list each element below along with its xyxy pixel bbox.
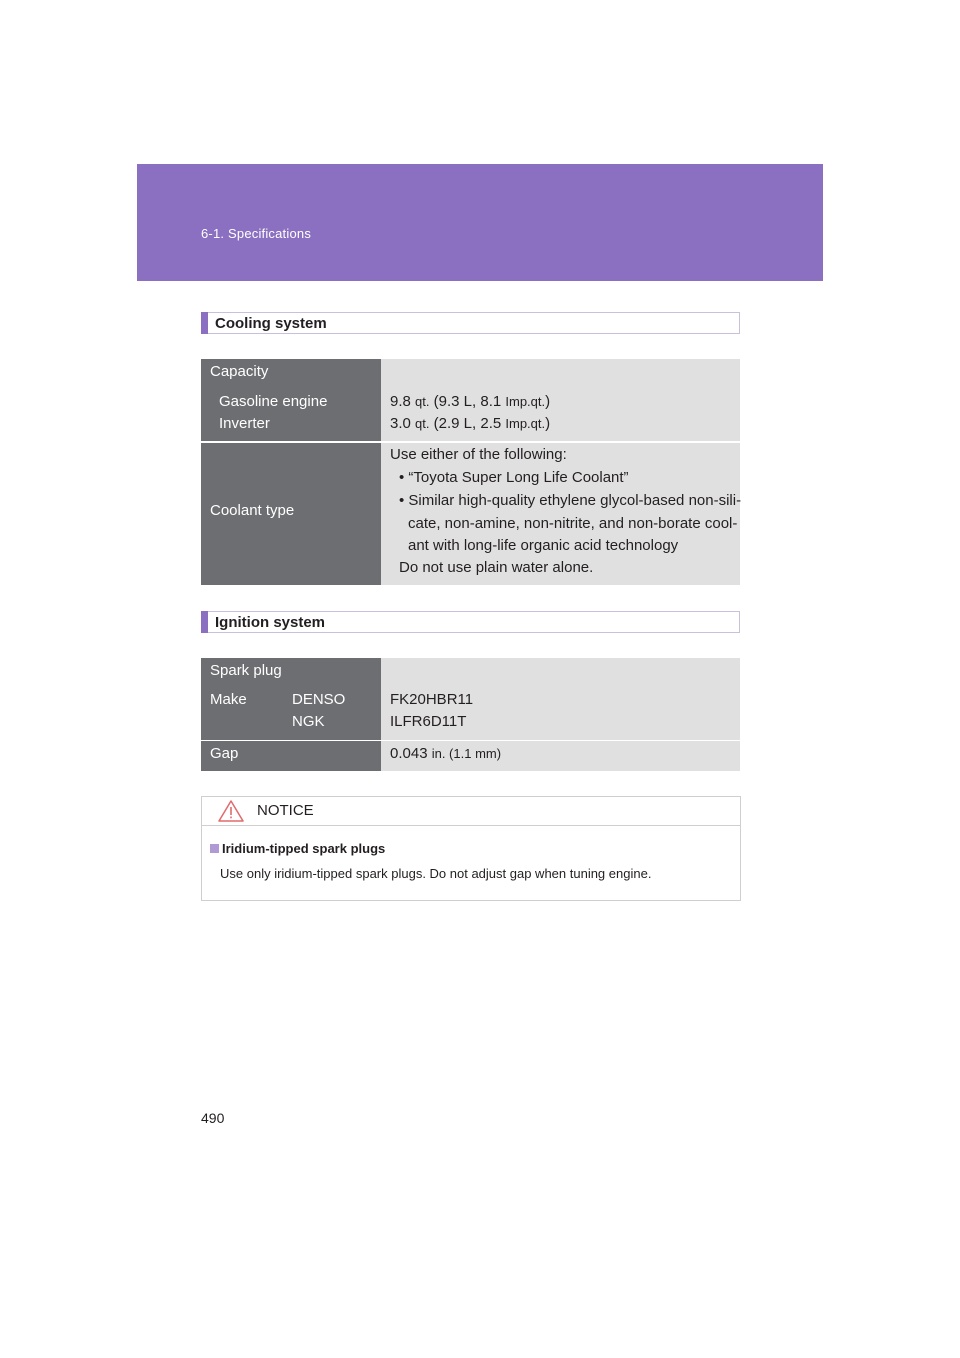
notice-box [201,796,741,901]
ignition-system-title: Ignition system [215,614,326,631]
gap-label: Gap [210,745,239,762]
page-number: 490 [201,1110,225,1126]
gasoline-engine-label: Gasoline engine [219,393,328,410]
cooling-system-title: Cooling system [215,315,327,332]
notice-title: NOTICE [257,802,314,819]
coolant-type-value-cell [381,443,740,585]
inverter-label: Inverter [219,415,270,432]
coolant-type-label-cell [201,443,381,585]
notice-heading: Iridium-tipped spark plugs [210,841,385,856]
capacity-label: Capacity [210,363,269,380]
capacity-value-cell [381,359,740,441]
notice-divider [202,825,740,826]
coolant-line: Use either of the following: [390,446,567,463]
make-label: Make [210,691,247,708]
gasoline-capacity-value: 9.8 qt. (9.3 L, 8.1 Imp.qt.) [390,393,551,410]
coolant-line: • “Toyota Super Long Life Coolant” [399,469,629,486]
section-breadcrumb: 6-1. Specifications [201,226,312,241]
bullet-square-icon [210,844,219,853]
spark-plug-label: Spark plug [210,662,282,679]
notice-body: Use only iridium-tipped spark plugs. Do not adjust gap when tuning engine. [220,866,652,881]
heading-accent-bar [201,611,208,633]
coolant-line: Do not use plain water alone. [399,559,594,576]
coolant-line: ant with long-life organic acid technology [408,537,679,554]
coolant-line: cate, non-amine, non-nitrite, and non-borate cool- [408,515,738,532]
spark-plug-value-cell [381,658,740,740]
gap-label-cell [201,741,381,771]
cooling-system-heading [201,312,740,334]
coolant-line: • Similar high-quality ethylene glycol-based non-sili- [399,492,742,509]
gap-value-cell [381,741,740,771]
ignition-system-heading [201,611,740,633]
coolant-type-label: Coolant type [210,502,295,519]
warning-triangle-icon [218,800,244,822]
header-band [137,164,823,281]
make-ngk: NGK [292,713,325,730]
make-denso: DENSO [292,691,346,708]
spark-plug-label-cell [201,658,381,740]
denso-part-value: FK20HBR11 [390,691,474,708]
heading-accent-bar [201,312,208,334]
gap-value: 0.043 in. (1.1 mm) [390,745,502,762]
ngk-part-value: ILFR6D11T [390,713,467,730]
capacity-label-cell [201,359,381,441]
inverter-capacity-value: 3.0 qt. (2.9 L, 2.5 Imp.qt.) [390,415,551,432]
